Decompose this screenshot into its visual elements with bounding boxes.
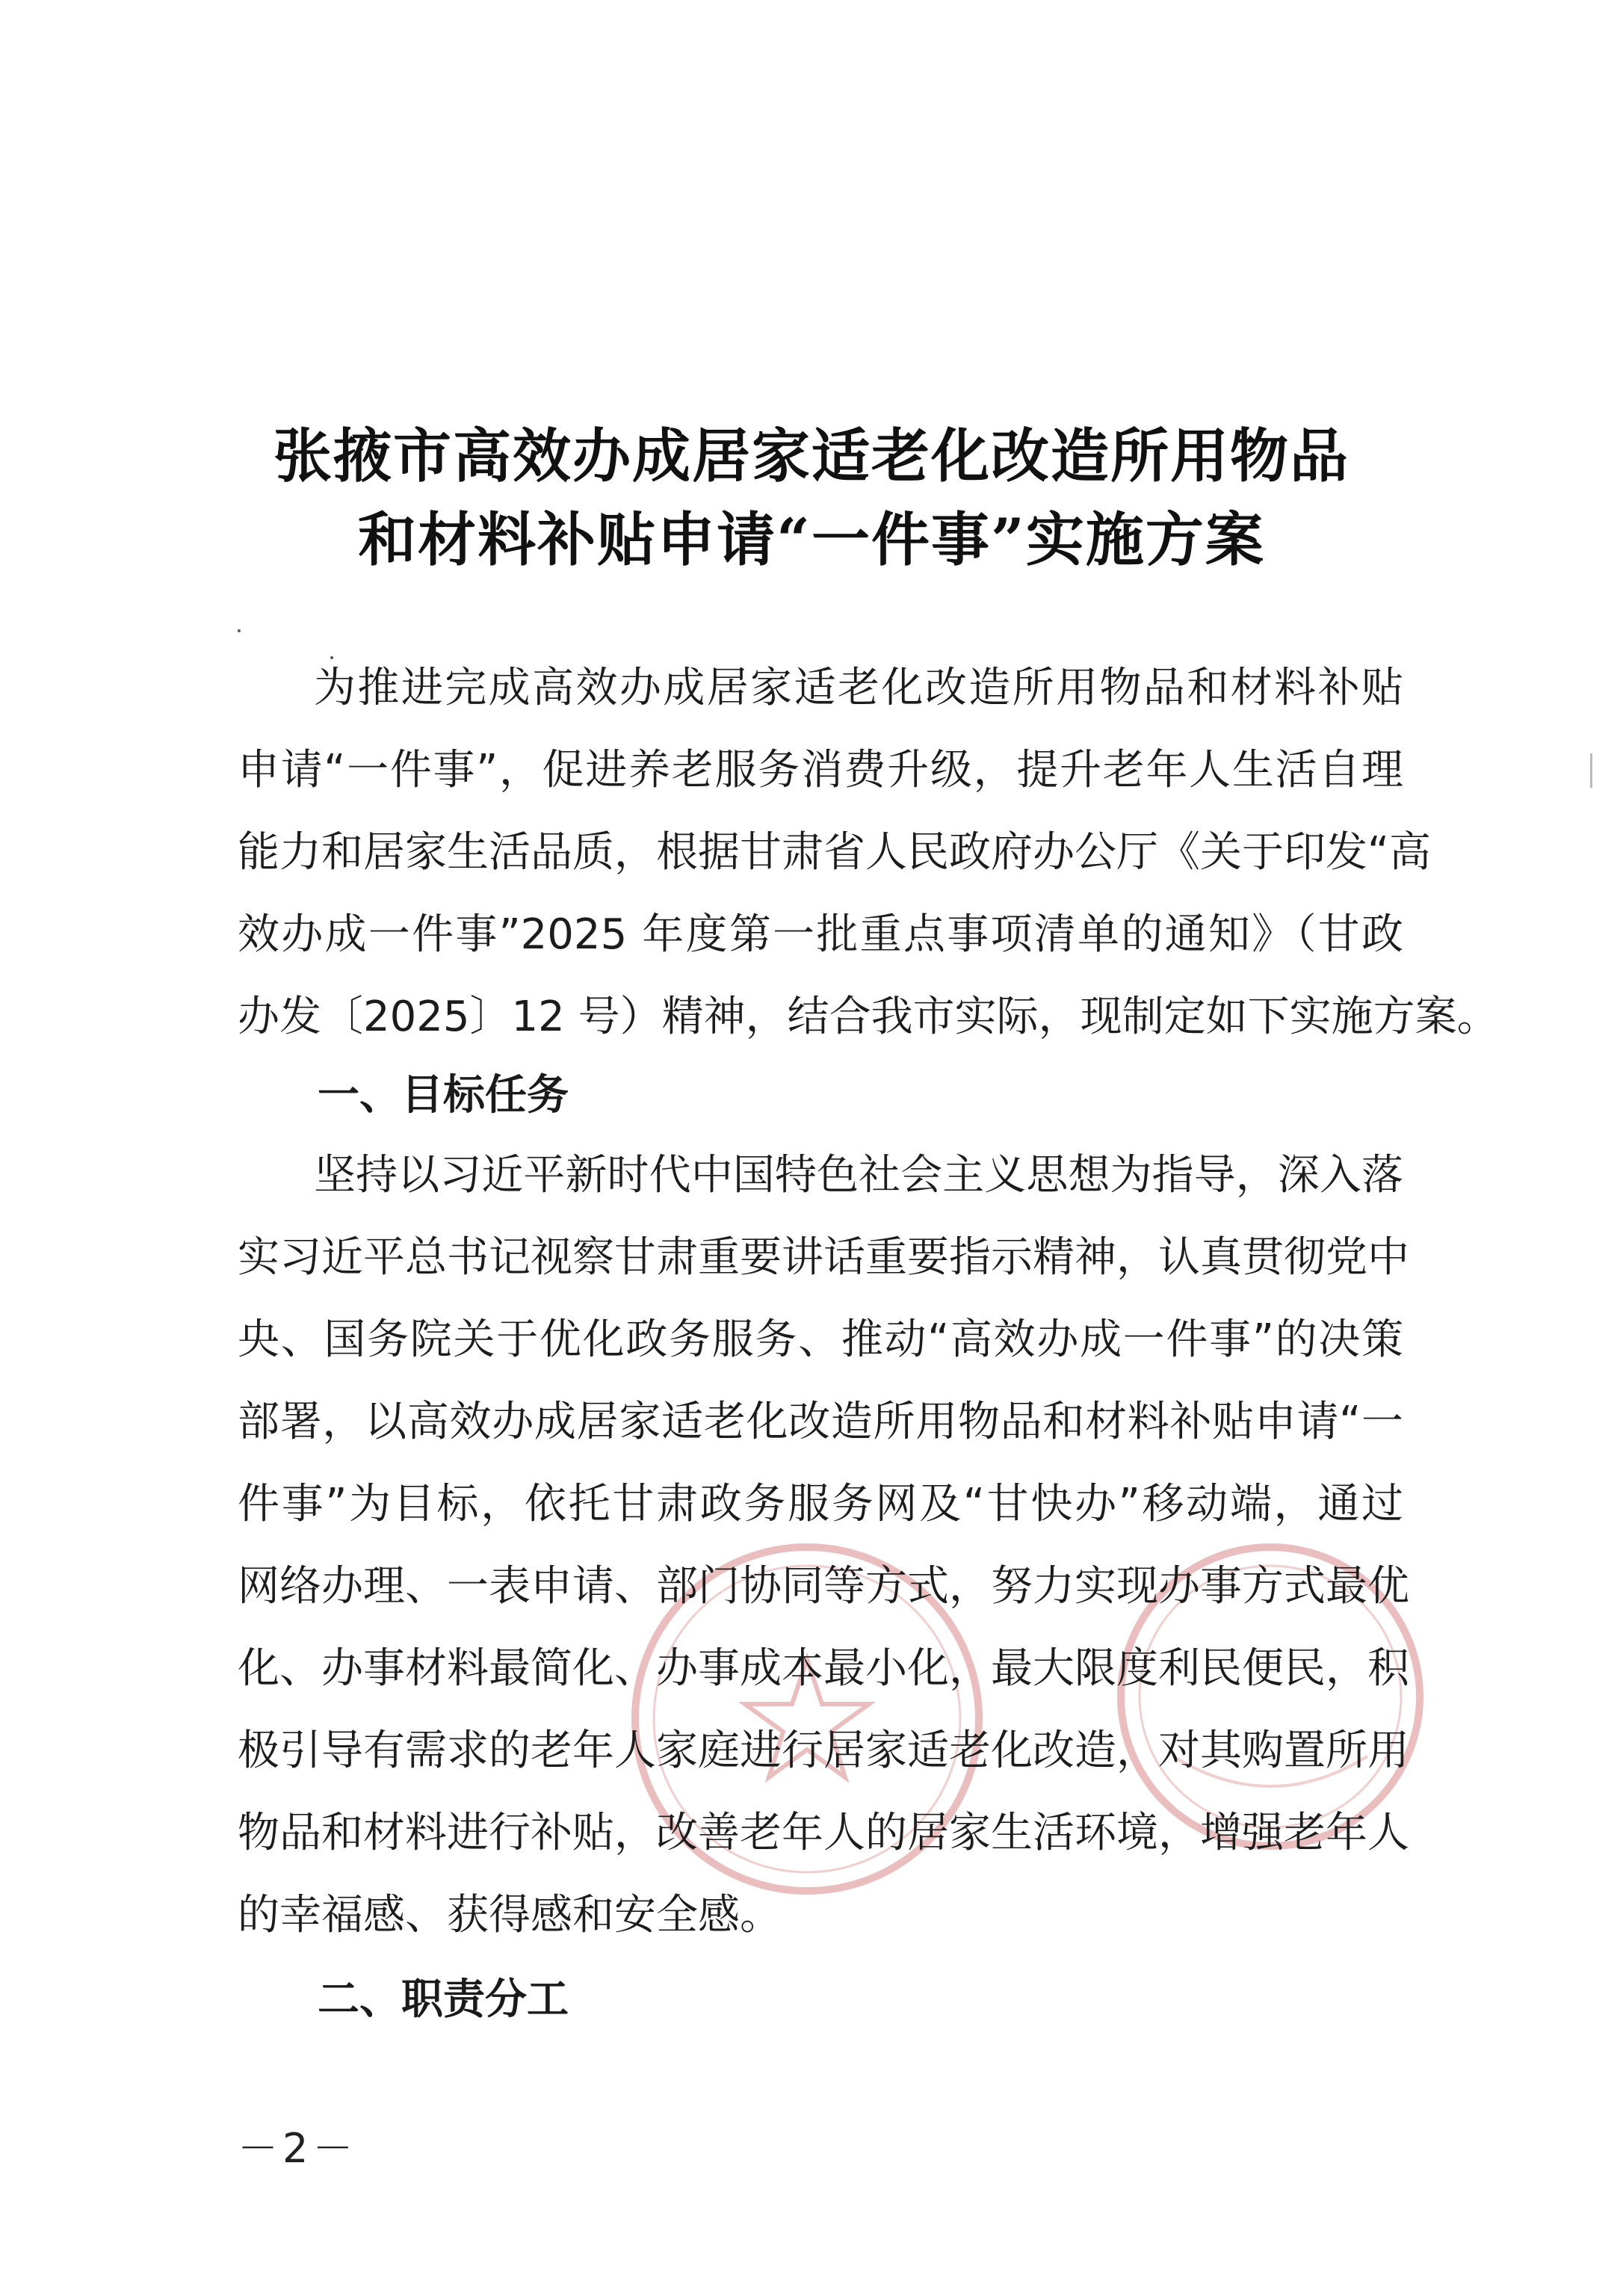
- section-1-line: 坚持以习近平新时代中国特色社会主义思想为指导，深入落: [314, 1151, 1403, 1200]
- intro-line: 效办成一件事”2025 年度第一批重点事项清单的通知》（甘政: [238, 910, 1403, 959]
- document-title-line-1: 张掖市高效办成居家适老化改造所用物品: [273, 422, 1350, 490]
- section-1-line: 部署，以高效办成居家适老化改造所用物品和材料补贴申请“一: [238, 1398, 1403, 1446]
- intro-line: 能力和居家生活品质，根据甘肃省人民政府办公厅《关于印发“高: [238, 828, 1432, 877]
- scan-speck: [238, 629, 241, 632]
- section-1-line: 网络办理、一表申请、部门协同等方式，努力实现办事方式最优: [238, 1562, 1409, 1611]
- scan-speck: [330, 656, 333, 659]
- section-1-line: 件事”为目标，依托甘肃政务服务网及“甘快办”移动端，通过: [238, 1480, 1403, 1528]
- page-number: －2－: [238, 2125, 358, 2172]
- section-1-line: 央、国务院关于优化政务服务、推动“高效办成一件事”的决策: [238, 1315, 1403, 1364]
- intro-line: 办发〔2025〕12 号）精神，结合我市实际，现制定如下实施方案。: [238, 993, 1499, 1041]
- scan-edge-mark: [1590, 753, 1592, 788]
- section-1-line: 实习近平总书记视察甘肃重要讲话重要指示精神，认真贯彻党中: [238, 1233, 1409, 1282]
- section-1-line: 的幸福感、获得感和安全感。: [238, 1891, 782, 1939]
- document-title-line-2: 和材料补贴申请“一件事”实施方案: [358, 506, 1265, 574]
- section-heading-goals: 一、目标任务: [318, 1071, 569, 1120]
- section-heading-responsibilities: 二、职责分工: [318, 1975, 569, 2024]
- section-1-line: 物品和材料进行补贴，改善老年人的居家生活环境，增强老年人: [238, 1809, 1409, 1857]
- intro-line: 为推进完成高效办成居家适老化改造所用物品和材料补贴: [314, 664, 1403, 712]
- section-1-line: 化、办事材料最简化、办事成本最小化，最大限度利民便民，积: [238, 1644, 1409, 1693]
- section-1-line: 极引导有需求的老年人家庭进行居家适老化改造，对其购置所用: [238, 1726, 1409, 1775]
- intro-line: 申请“一件事”，促进养老服务消费升级，提升老年人生活自理: [238, 746, 1403, 794]
